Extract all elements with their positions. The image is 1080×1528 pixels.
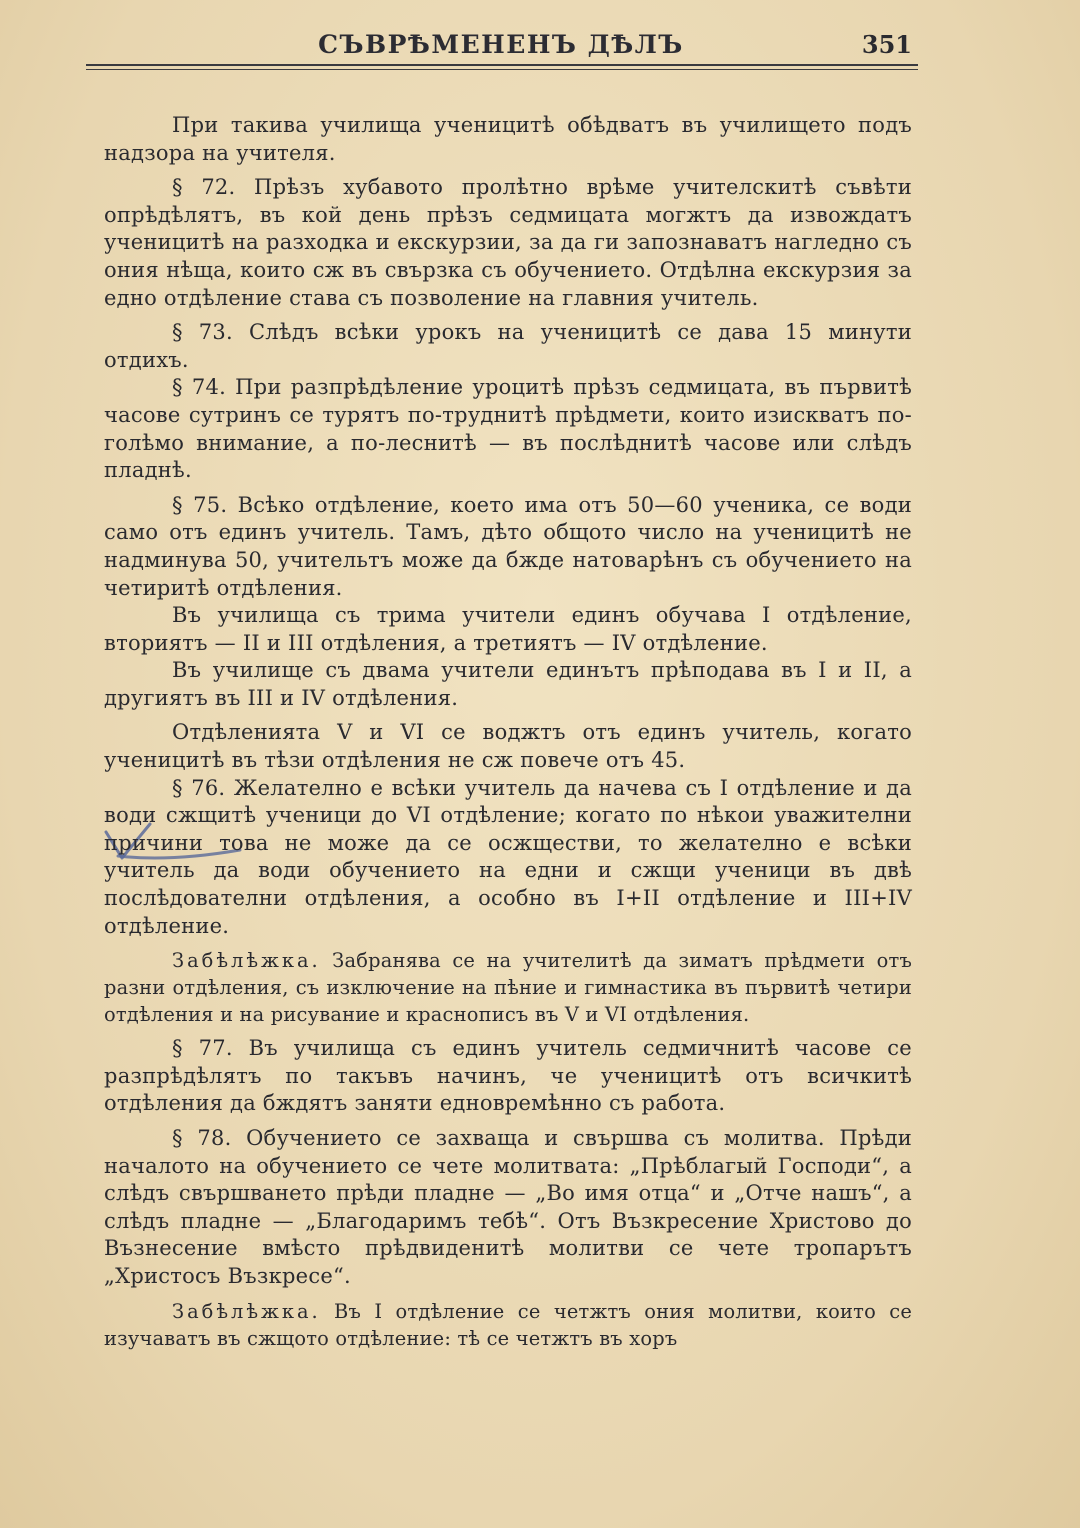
paragraph-73: § 73. Слѣдъ всѣки урокъ на ученицитѣ се дава 15 минути отдихъ. xyxy=(104,320,912,372)
page-body xyxy=(104,112,912,1352)
header-rule-thin xyxy=(86,69,918,70)
paragraph-intro: При такива училища ученицитѣ обѣдватъ въ училището подъ надзора на учителя. xyxy=(104,113,912,165)
header-title: СЪВРѢМЕНЕНЪ ДѢЛЪ xyxy=(318,30,684,59)
note-2-text: Въ I отдѣление се четжтъ ония молитви, които се изучаватъ въ сжщото отдѣление: тѣ се четжтъ въ хоръ xyxy=(104,1299,912,1350)
paragraph-72: § 72. Прѣзъ хубавото пролѣтно врѣме учителскитѣ съвѣти опрѣдѣлятъ, въ кой день прѣзъ седмицата могжтъ да извождатъ ученицитѣ на разходка и екскурзии, за да ги запознаватъ нагледно съ ония нѣща, които сж въ свързка съ обучението. Отдѣлна екскурзия за едно отдѣление става съ позволение на главния учитель. xyxy=(104,175,912,310)
paragraph-75-two-teachers: Въ училище съ двама учители единътъ прѣподава въ I и II, а другиятъ въ III и IV отдѣления. xyxy=(104,658,912,710)
paragraph-75: § 75. Всѣко отдѣление, което има отъ 50—60 ученика, се води само отъ единъ учитель. Тамъ, дѣто общото число на ученицитѣ не надминува 50, учительтъ може да бжде натоварѣнъ съ обучението на четиритѣ отдѣления. xyxy=(104,492,912,600)
note-2-label: Забѣлѣжка. xyxy=(172,1299,321,1323)
paragraph-75-three-teachers: Въ училища съ трима учители единъ обучава I отдѣление, вториятъ — II и III отдѣления, а третиятъ — IV отдѣление. xyxy=(104,603,912,655)
note-1-label: Забѣлѣжка. xyxy=(172,949,321,973)
note-1-text: Забранява се на учителитѣ да зиматъ прѣдмети отъ разни отдѣления, съ изключение на пѣние и гимнастика въ първитѣ четири отдѣления и на рисувание и краснописъ въ V и VI отдѣления. xyxy=(104,949,912,1027)
paragraph-76: § 76. Желателно е всѣки учитель да начева съ I отдѣление и да води сжщитѣ ученици до VI отдѣление; когато по нѣкои уважителни причини това не може да се осжществи, то желателно е всѣки учитель да води обучението на едни и сжщи ученици въ двѣ послѣдователни отдѣления, а особно въ I+II отдѣление и III+IV отдѣление. xyxy=(104,775,912,938)
paragraph-78: § 78. Обучението се захваща и свършва съ молитва. Прѣди началото на обучението се чете молитвата: „Прѣблагый Господи“, а слѣдъ свършването прѣди пладне — „Во имя отца“ и „Отче нашъ“, а слѣдъ пладне — „Благодаримъ тебѣ“. Отъ Възкресение Христово до Възнесение вмѣсто прѣдвиденитѣ молитви се чете тропарътъ „Христосъ Възкресе“. xyxy=(104,1126,912,1288)
note-1 xyxy=(104,947,912,1028)
note-2 xyxy=(104,1298,912,1352)
page-number: 351 xyxy=(861,30,912,59)
paragraph-75-classes-5-6: Отдѣленията V и VI се воджтъ отъ единъ учитель, когато ученицитѣ въ тѣзи отдѣления не сж повече отъ 45. xyxy=(104,720,912,773)
header-rule xyxy=(86,64,918,66)
paragraph-77: § 77. Въ училища съ единъ учитель седмичнитѣ часове се разпрѣдѣлятъ по такъвъ начинъ, че ученицитѣ отъ всичкитѣ отдѣления да бждятъ заняти едновремѣнно съ работа. xyxy=(104,1036,912,1116)
running-header xyxy=(86,26,916,66)
paragraph-74: § 74. При разпрѣдѣление уроцитѣ прѣзъ седмицата, въ първитѣ часове сутринъ се турятъ по-труднитѣ прѣдмети, които изискватъ по-голѣмо внимание, а по-леснитѣ — въ послѣднитѣ часове или слѣдъ пладнѣ. xyxy=(104,375,912,483)
